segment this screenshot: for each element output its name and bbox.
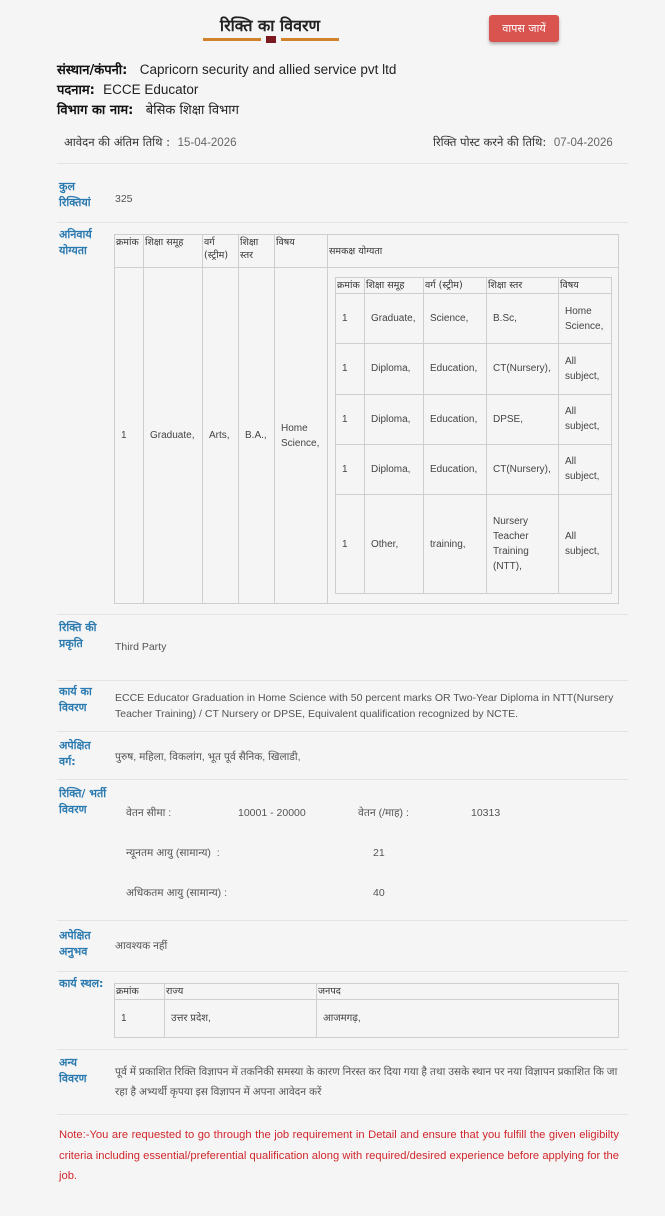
eq-cell: Diploma, (365, 444, 424, 494)
eq-cell: 1 (336, 394, 365, 444)
post-date-row (433, 135, 613, 150)
dept-row (57, 100, 239, 118)
eq-cell: Education, (424, 344, 487, 394)
divider (57, 222, 628, 223)
qual-cell-sno: 1 (115, 268, 144, 604)
eq-cell: All subject, (559, 394, 612, 444)
loc-cell-state: उत्तर प्रदेश, (165, 1000, 317, 1038)
qual-header-subject: विषय (275, 235, 328, 268)
work-value: ECCE Educator Graduation in Home Science with 50 percent marks OR Two-Year Diploma in NTT(Nursery Teacher Training) / CT Nursery or DPSE, Equivalent qualification recognized by NCTE. (115, 692, 614, 720)
divider (57, 731, 628, 732)
category-label: अपेक्षित वर्ग: (59, 739, 91, 768)
qual-header-equivalent: समकक्ष योग्यता (328, 235, 619, 268)
post-date-label: रिक्ति पोस्ट करने की तिथि: (433, 135, 547, 149)
salary-value: 10313 (471, 807, 501, 819)
location-table (114, 983, 619, 1038)
loc-cell-sno: 1 (115, 1000, 165, 1038)
eq-header-subject: विषय (559, 278, 612, 294)
loc-header-district: जनपद (317, 984, 619, 1000)
equivalent-table (335, 277, 612, 594)
eq-cell: All subject, (559, 344, 612, 394)
divider (57, 1114, 628, 1115)
experience-value: आवश्यक नहीं (115, 940, 168, 952)
eq-cell: Graduate, (365, 294, 424, 344)
company-label: संस्थान/कंपनी: (57, 63, 128, 78)
work-label: कार्य का विवरण (59, 685, 92, 714)
eq-cell: CT(Nursery), (487, 344, 559, 394)
qual-header-sno: क्रमांक (115, 235, 144, 268)
qual-cell-subject: Home Science, (275, 268, 328, 604)
post-row (57, 80, 198, 98)
nature-value: Third Party (115, 641, 167, 653)
min-age-label: न्यूनतम आयु (सामान्य) : (126, 847, 220, 859)
eq-cell: Nursery Teacher Training (NTT), (487, 495, 559, 594)
eq-cell: 1 (336, 344, 365, 394)
eq-header-level: शिक्षा स्तर (487, 278, 559, 294)
category-value: पुरुष, महिला, विकलांग, भूत पूर्व सैनिक, खिलाडी, (115, 751, 301, 763)
last-date-row (64, 135, 236, 150)
nature-label: रिक्ति की प्रकृति (59, 621, 97, 650)
qualification-table (114, 234, 619, 604)
experience-label: अपेक्षित अनुभव (59, 929, 91, 958)
eq-cell: Other, (365, 495, 424, 594)
eq-row (336, 344, 612, 394)
qual-cell-group: Graduate, (144, 268, 203, 604)
eq-cell: 1 (336, 495, 365, 594)
total-vacancies-label: कुल रिक्तियां (59, 180, 91, 209)
divider (57, 614, 628, 615)
eq-cell: B.Sc, (487, 294, 559, 344)
qual-cell-stream: Arts, (203, 268, 239, 604)
eq-cell: Home Science, (559, 294, 612, 344)
eq-header-group: शिक्षा समूह (365, 278, 424, 294)
loc-header-state: राज्य (165, 984, 317, 1000)
post-label: पदनाम: (57, 83, 95, 98)
eq-cell: 1 (336, 444, 365, 494)
dept-label: विभाग का नाम: (57, 103, 134, 118)
max-age-value: 40 (373, 887, 385, 899)
eq-cell: All subject, (559, 495, 612, 594)
qual-header-stream: वर्ग (स्ट्रीम) (203, 235, 239, 268)
qual-cell-level: B.A., (239, 268, 275, 604)
salary-label: वेतन (/माह) : (358, 807, 409, 819)
other-value: पूर्व में प्रकाशित रिक्ति विज्ञापन में तकनिकी समस्या के कारण निरस्त कर दिया गया है तथा उसके स्थान पर नया विज्ञापन प्रकाशित कि जा रहा है अभ्यर्थी कृपया इस विज्ञापन में अपना आवेदन करें (115, 1066, 618, 1098)
eq-cell: All subject, (559, 444, 612, 494)
loc-header-sno: क्रमांक (115, 984, 165, 1000)
title-underline (203, 38, 339, 41)
company-row (57, 60, 396, 78)
qual-header-group: शिक्षा समूह (144, 235, 203, 268)
eq-header-stream: वर्ग (स्ट्रीम) (424, 278, 487, 294)
dept-name: बेसिक शिक्षा विभाग (145, 103, 239, 118)
post-date-value: 07-04-2026 (553, 137, 613, 149)
eq-row (336, 394, 612, 444)
eligibility-note: Note:-You are requested to go through the job requirement in Detail and ensure that you fulfill the given eligibilty criteria including essential/preferential qualification along with required/desired experience before applying for the job. (59, 1129, 619, 1182)
divider (57, 920, 628, 921)
salary-range-value: 10001 - 20000 (238, 807, 306, 819)
location-label: कार्य स्थल: (59, 977, 104, 990)
back-button[interactable]: वापस जायें (489, 15, 559, 42)
eq-cell: training, (424, 495, 487, 594)
recruitment-label: रिक्ति/ भर्ती विवरण (59, 787, 107, 816)
salary-range-label: वेतन सीमा : (126, 807, 172, 819)
eq-cell: CT(Nursery), (487, 444, 559, 494)
max-age-label: अधिकतम आयु (सामान्य) : (126, 887, 228, 899)
divider (57, 779, 628, 780)
eq-cell: Diploma, (365, 344, 424, 394)
last-date-value: 15-04-2026 (177, 137, 237, 149)
location-row (115, 1000, 619, 1038)
page-title: रिक्ति का विवरण (219, 16, 321, 35)
other-label: अन्य विवरण (59, 1056, 87, 1085)
divider (57, 971, 628, 972)
total-vacancies-value: 325 (115, 193, 133, 205)
eq-cell: Diploma, (365, 394, 424, 444)
eq-cell: Science, (424, 294, 487, 344)
qual-header-level: शिक्षा स्तर (239, 235, 275, 268)
company-name: Capricorn security and allied service pvt ltd (139, 62, 397, 77)
divider (57, 680, 628, 681)
eq-row (336, 294, 612, 344)
eq-row (336, 495, 612, 594)
eq-cell: DPSE, (487, 394, 559, 444)
qualification-label: अनिवार्य योग्यता (59, 228, 92, 257)
eq-cell: Education, (424, 444, 487, 494)
loc-cell-district: आजमगढ़, (317, 1000, 619, 1038)
eq-cell: Education, (424, 394, 487, 444)
eq-cell: 1 (336, 294, 365, 344)
eq-row (336, 444, 612, 494)
post-name: ECCE Educator (103, 82, 199, 97)
qual-cell-equivalent (328, 268, 619, 604)
divider (57, 163, 628, 164)
last-date-label: आवेदन की अंतिम तिथि : (64, 135, 170, 149)
min-age-value: 21 (373, 847, 385, 859)
eq-header-sno: क्रमांक (336, 278, 365, 294)
divider (57, 1049, 628, 1050)
